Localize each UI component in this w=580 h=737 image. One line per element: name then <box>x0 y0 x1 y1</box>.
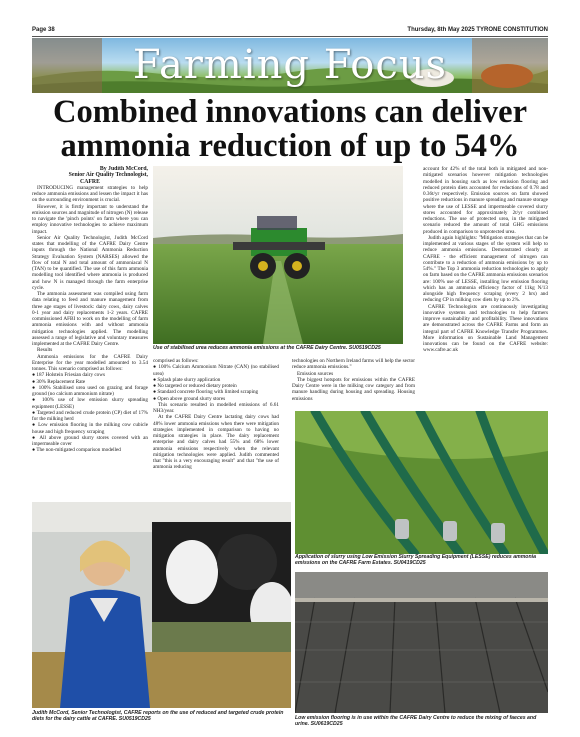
col1-paragraph: ● All above ground slurry stores covered with an impermeable cover <box>32 434 148 448</box>
col2-paragraph: ● No targeted or reduced dietary protein <box>153 383 237 389</box>
cows-photo <box>32 502 291 708</box>
col2-paragraph: This scenario resulted in modelled emissions of 6.61 NH3/year. <box>153 401 279 414</box>
col1-paragraph: ● 100% Stabilised urea used on grazing and forage ground (no calcium ammonium nitrate) <box>32 384 148 398</box>
floor-photo <box>295 572 548 713</box>
col4-paragraph: account for 42% of the total both in mitigated and non-mitigated scenarios however mitigation technologies modelled in housing such as low emission flooring and reduced protein diets accounted for reductions of 0.78 and 0.36t/yr respectively. Emission sources on farm showed positive reductions in manure spreading and manure storage where the use of LESSE and impermeable covered slurry stores accounted for approximately 2t/yr combined reductions. The use of protected urea, in the mitigated scenario reduced the amount of total GHG emissions produced in comparison to unprotected urea. <box>423 166 548 235</box>
col2-paragraph: ● Standard concrete flooring with limited scraping <box>153 389 259 396</box>
tractor-field-image <box>153 166 403 344</box>
article-column-2 <box>153 358 279 503</box>
col1-paragraph: ● 30% Replacement Rate <box>32 378 86 385</box>
col3-paragraph: The biggest hotspots for emissions within the CAFRE Dairy Centre were in the milking cow category and from manure handling during housing and spreading. Housing emissions <box>292 376 415 402</box>
hoses-photo <box>295 411 548 554</box>
col2-paragraph: ● 100% Calcium Ammonium Nitrate (CAN) (no stabilised urea) <box>153 364 279 377</box>
col1-paragraph: ● Low emission flooring in the milking cow cubicle house and high frequency scraping <box>32 422 148 435</box>
byline-role: Senior Air Quality Technologist, <box>68 172 148 179</box>
col1-paragraph: INTRODUCING management strategies to help reduce ammonia emissions and lessen the impact it has on the surrounding environment is crucial. <box>32 184 148 204</box>
col1-paragraph: However, it is firstly important to understand the emission sources and magnitude of nitrogen (N) release to navigate the 'pinch points' on farm where you can employ innovative technologies to achieve maximum impact. <box>32 203 148 235</box>
col1-paragraph: ● Targeted and reduced crude protein (CP) diet of 17% for the milking herd <box>32 409 148 423</box>
edition-line: Thursday, 8th May 2025 TYRONE CONSTITUTION <box>407 27 548 33</box>
floor-caption: Low emission flooring is in use within the CAFRE Dairy Centre to reduce the mixing of faeces and urine. SU0619CD25 <box>295 715 537 728</box>
col2-paragraph: comprised as follows: <box>153 358 199 364</box>
tractor-caption: Use of stabilised urea reduces ammonia emissions at the CAFRE Dairy Centre. SU0519CD25 <box>153 345 381 351</box>
article-column-1 <box>32 166 148 499</box>
col2-paragraph: ● Open above ground slurry stores <box>153 395 226 402</box>
page-number: Page 38 <box>32 27 55 33</box>
col3-paragraph: Emission sources <box>297 370 334 377</box>
col1-paragraph: ● 187 Holstein Friesian dairy cows <box>32 372 106 379</box>
col1-paragraph: ● 100% use of low emission slurry spreading equipment (LESSE) <box>32 397 148 410</box>
cows-caption: Judith McCord, Senior Technologist, CAFRE reports on the use of reduced and targeted crude protein diets for the dairy cattle at CAFRE. SU0519CD25 <box>32 710 284 723</box>
judith-with-cows-image <box>32 502 291 708</box>
column-1-body <box>32 185 148 454</box>
slurry-hoses-image <box>295 411 548 554</box>
col4-paragraph: Judith again highlights: "Mitigation strategies that can be implemented at various stages of the system will help to reduce ammonia emissions. Demonstrated clearly at CAFRE - the efficient management of nitrogen can contribute to a reduction of ammonia emissions by up to 54%." The Top 3 ammonia reduction technologies to apply on farm based on the CAFRE ammonia emissions scenarios are: 100% use of LESSE, installing low emission flooring which has an ammonia efficiency factor of 11kg N/13 alongside high frequency scraping (every 2 hrs) and reducing CP in milking cow diets by up to 2%. <box>423 234 548 304</box>
article-column-3 <box>292 358 415 410</box>
col1-paragraph: Ammonia emissions for the CAFRE Dairy Enterprise for the year modelled amounted to 3.54 tonnes. This scenario comprised as follows: <box>32 353 148 373</box>
col3-paragraph: technologies on Northern Ireland farms will help the sector reduce ammonia emissions." <box>292 358 415 371</box>
col2-paragraph: At the CAFRE Dairy Centre lactating dairy cows had 48% lower ammonia emissions when there were mitigation strategies implemented in comparison to having no mitigation strategies in place. The dairy replacement enterprise and dairy calves had 55% and 68% lower ammonia emissions respectively when the relevant mitigation technologies were applied. Judith commented that "this is a very encouraging result" and that "the use of ammonia reducing <box>153 414 279 471</box>
col1-paragraph: Senior Air Quality Technologist, Judith McCord states that modelling of the CAFRE Dairy Centre inputs through the National Ammonia Reduction Strategy Evaluation System (NARSES) allowed the flow of total N and total amount of ammoniacal N (TAN) to be quantified. The use of this farm ammonia modelling tool identified where ammonia is produced and how N is managed through the farm enterprise cycle. <box>32 234 148 291</box>
col2-paragraph: ● Splash plate slurry application <box>153 376 221 383</box>
byline-name: By Judith McCord, <box>99 166 148 172</box>
col4-paragraph: CAFRE Technologists are continuously investigating innovative systems and technologies to help farmers improve sustainability and profitability. These innovations are demonstrated across the CAFRE Farms and form an integral part of CAFRE Knowledge Transfer Programmes. More information on Sustainable Land Management innovations can be found on the CAFRE website: www.cafre.ac.uk <box>423 303 548 354</box>
hoses-caption: Application of slurry using Low Emission Slurry Spreading Equipment (LESSE) reduces ammonia emissions on the CAFRE Farm Estates. SU0419CD25 <box>295 554 536 567</box>
headline: Combined innovations can deliver ammonia reduction of up to 54% <box>52 94 527 164</box>
col1-paragraph: The ammonia assessment was compiled using farm data relating to feed and manure management from three age stages of livestock: dairy cows, dairy calves 0-1 year and dairy replacements 1-2 years. CAFRE commissioned AFBI to work on the modelling of farm ammonia emissions with and without ammonia mitigation technologies applied. The modelling assessed a range of legislative and voluntary measures implemented at the CAFRE Dairy Centre. <box>32 291 148 348</box>
article-column-4 <box>423 166 548 411</box>
tractor-photo <box>153 166 403 344</box>
farming-focus-banner <box>32 38 548 93</box>
col1-paragraph: Results <box>37 347 53 354</box>
low-emission-floor-image <box>295 572 548 713</box>
byline-org: CAFRE <box>80 178 100 185</box>
col1-paragraph: ● The non-mitigated comparison modelled <box>32 447 121 454</box>
page-header <box>32 27 548 37</box>
byline <box>32 166 148 185</box>
banner-title: Farming Focus <box>132 42 448 88</box>
